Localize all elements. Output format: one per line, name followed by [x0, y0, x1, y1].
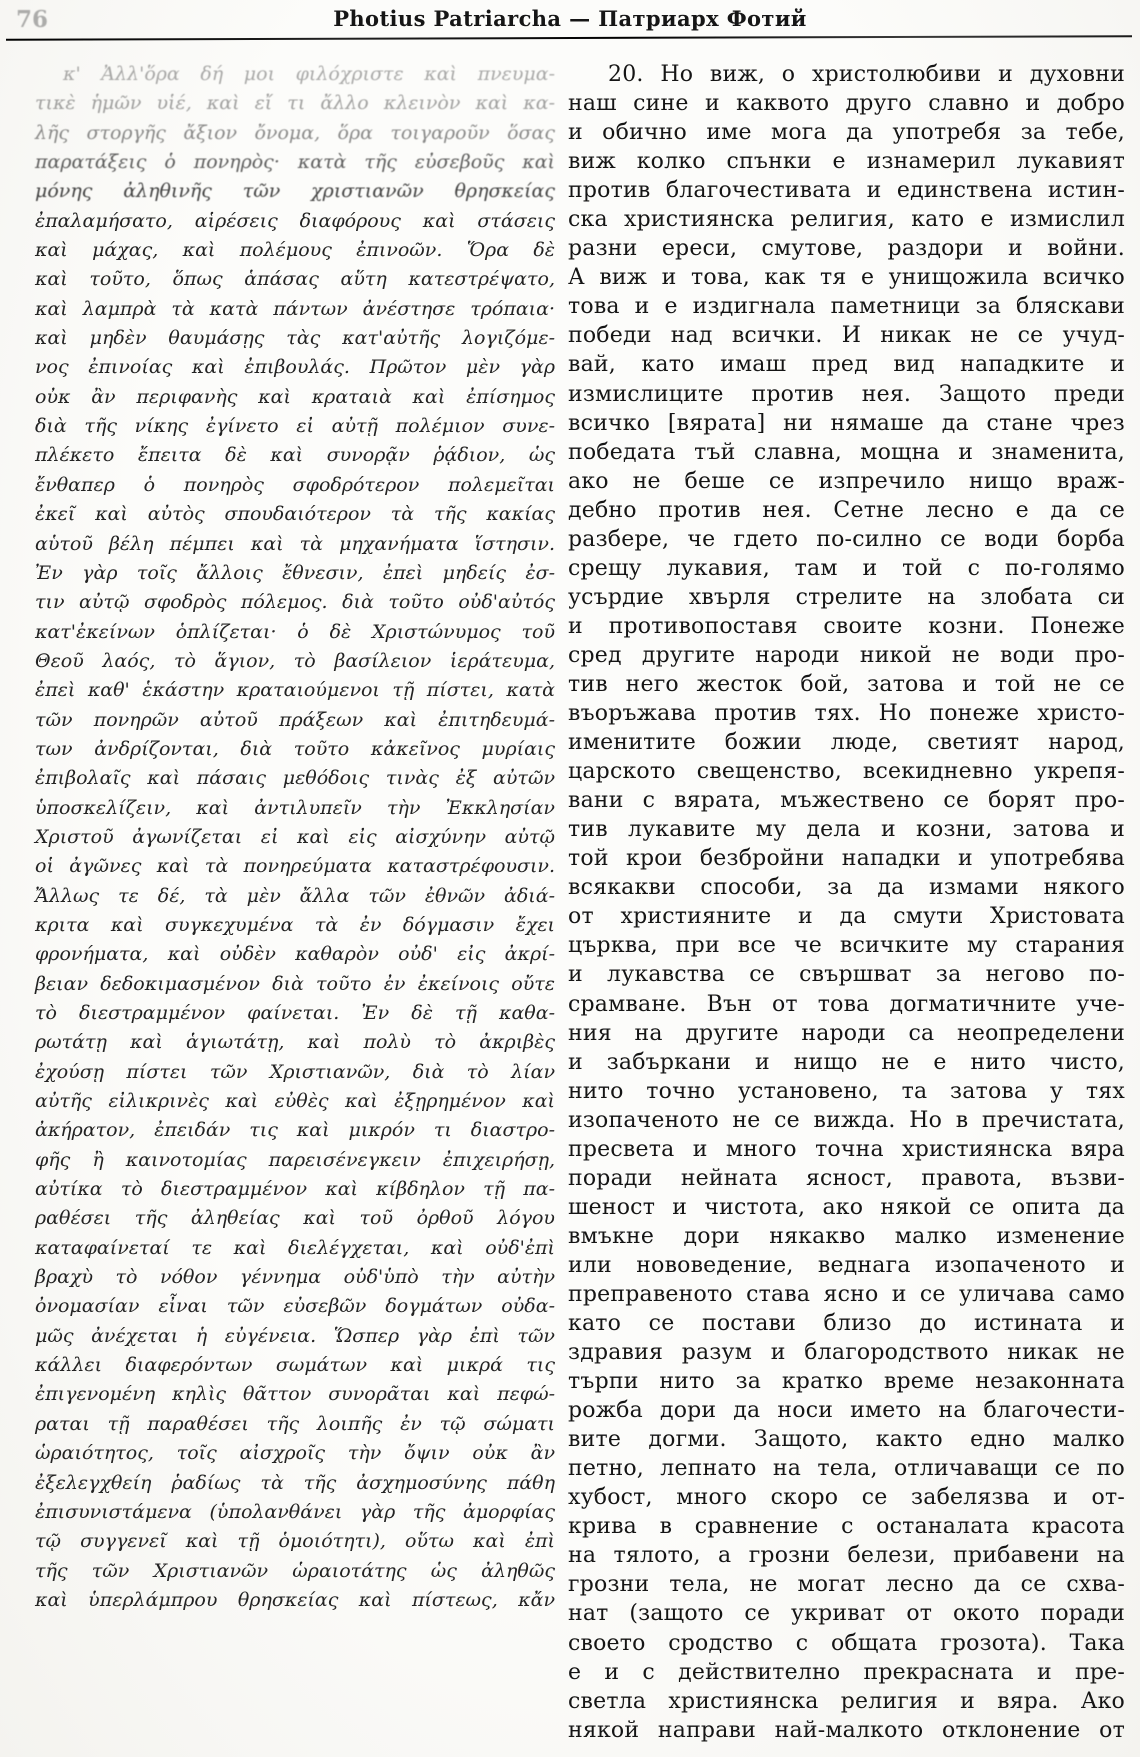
text-line: τῷ συγγενεῖ καὶ τῇ ὁμοιότητι), οὕτω καὶ ἐπὶ — [35, 1530, 555, 1553]
text-line: ἐξελεγχθείη ῥαδίως τὰ τῆς ἀσχημοσύνης πάθη — [35, 1471, 555, 1494]
text-line: вмъкне дори някакво малко изменение — [568, 1223, 1125, 1249]
text-line: ἀκήρατον, ἐπειδάν τις καὶ μικρόν τι διαστρο- — [35, 1119, 555, 1142]
text-line: вани с вярата, мъжествено се борят про- — [568, 788, 1125, 814]
text-line: πλέκετο ἔπειτα δὲ καὶ συνορᾷν ῥᾴδιον, ὡς — [35, 444, 555, 467]
text-line: φῆς ἢ καινοτομίας παρεισένεγκειν ἐπιχειρήσῃ, — [35, 1148, 555, 1171]
text-line: ὡραιότητος, τοῖς αἰσχροῖς τὴν ὄψιν οὐκ ἂν — [35, 1442, 555, 1465]
text-line: пресвета и много точна християнска вяра — [568, 1136, 1125, 1162]
text-line: и забъркани и нищо не е нито чисто, — [568, 1049, 1125, 1075]
text-line: ὑποσκελίζειν, καὶ ἀντιλυπεῖν τὴν Ἐκκλησίαν — [35, 796, 555, 819]
text-line: ραθέσει τῆς ἀληθείας καὶ τοῦ ὀρθοῦ λόγου — [35, 1207, 555, 1230]
text-line: Χριστοῦ ἀγωνίζεται εἰ καὶ εἰς αἰσχύνην αὐτῷ — [35, 825, 555, 848]
text-line: ска християнска религия, като е измислил — [568, 207, 1125, 233]
text-line: ἐπισυνιστάμενα (ὑπολανθάνει γὰρ τῆς ἀμορφίας — [35, 1500, 555, 1523]
text-line: това и е издигнала паметници за бляскави — [568, 294, 1125, 320]
text-line: μῶς ἀνέχεται ἡ εὐγένεια. Ὥσπερ γὰρ ἐπὶ τῶν — [35, 1324, 555, 1347]
text-line: поради нейната ясност, правота, възви- — [568, 1165, 1125, 1191]
text-line: всичко [вярата] ни нямаше да стане чрез — [568, 410, 1125, 436]
text-line: победи над всички. И никак не се учуд- — [568, 323, 1125, 349]
text-line: καὶ λαμπρὰ τὰ κατὰ πάντων ἀνέστησε τρόπαια· — [35, 297, 555, 320]
text-line: нат (защото се укриват от окото поради — [568, 1601, 1125, 1627]
text-line: грозни тела, не могат лесно да се схва- — [568, 1572, 1125, 1598]
text-line: светла християнска религия и вяра. Ако — [568, 1688, 1125, 1714]
text-line: църква, при все че всичките му старания — [568, 933, 1125, 959]
text-line: наш сине и каквото друго славно и добро — [568, 91, 1125, 117]
text-line: преправеното става ясно и се уличава само — [568, 1281, 1125, 1307]
text-line: петно, лепнато на тела, отличаващи се по — [568, 1456, 1125, 1482]
text-line: οὐκ ἂν περιφανὴς καὶ κραταιὰ καὶ ἐπίσημος — [35, 385, 555, 408]
text-line: Ἄλλως τε δέ, τὰ μὲν ἄλλα τῶν ἐθνῶν ἀδιά- — [35, 884, 555, 907]
text-line: здравия разум и благородството никак не — [568, 1340, 1125, 1366]
text-line: νος ἐπινοίας καὶ ἐπιβουλάς. Πρῶτον μὲν γὰρ — [35, 356, 555, 379]
page-number: 76 — [16, 6, 49, 33]
text-line: ἐπεὶ καθ' ἑκάστην κραταιούμενοι τῇ πίστει, κατὰ — [35, 679, 555, 702]
text-line: победата тъй славна, мощна и знаменита, — [568, 439, 1125, 465]
text-line: καὶ μάχας, καὶ πολέμους ἐπινοῶν. Ὅρα δὲ — [35, 239, 555, 262]
text-line: и лукавства се свършват за негово по- — [568, 962, 1125, 988]
text-line: ὀνομασίαν εἶναι τῶν εὐσεβῶν δογμάτων οὐδα- — [35, 1295, 555, 1318]
page-header — [0, 0, 1140, 58]
text-line: ἐπαλαμήσατο, αἱρέσεις διαφόρους καὶ στάσεις — [35, 209, 555, 232]
text-line: ако не беше се изпречило нищо враж- — [568, 468, 1125, 494]
text-line: τὸ διεστραμμένον φαίνεται. Ἐν δὲ τῇ καθα- — [35, 1002, 555, 1024]
text-line: като се постави близо до истината и — [568, 1311, 1125, 1337]
text-line: καὶ μηδὲν θαυμάσῃς τὰς κατ'αὐτῆς λογιζόμε- — [35, 327, 555, 350]
text-line: търпи нито за кратко време незаконната — [568, 1369, 1125, 1395]
text-line: на тялото, а грозни белези, прибавени на — [568, 1543, 1125, 1569]
text-line: κριτα καὶ συγκεχυμένα τὰ ἐν δόγμασιν ἔχει — [35, 913, 555, 936]
text-line: 20. Но виж, о христолюбиви и духовни — [608, 62, 1125, 87]
header-divider — [6, 35, 1132, 41]
text-line: тив него жесток бой, затова и той не се — [568, 671, 1125, 697]
text-line: именитите божии люде, светият народ, — [568, 730, 1125, 756]
text-line: виж колко спънки е изнамерил лукавият — [568, 149, 1125, 175]
two-column-text-body — [35, 60, 1125, 1745]
text-line: κ' Ἀλλ'ὅρα δή μοι φιλόχριστε καὶ πνευμα- — [63, 63, 555, 85]
text-line: ἐπιγενομένη κηλὶς θᾶττον συνορᾶται καὶ πεφώ- — [35, 1383, 555, 1406]
text-line: τιν αὐτῷ σφοδρὸς πόλεμος. διὰ τοῦτο οὐδ'αὐτός — [35, 591, 555, 614]
text-line: хубост, много скоро се забелязва и от- — [568, 1485, 1125, 1511]
text-line: разбере, че гдето по-силно се води борба — [568, 526, 1125, 552]
text-line: въоръжава против тях. Но понеже христо- — [568, 701, 1125, 727]
text-line: μόνης ἀληθινῆς τῶν χριστιανῶν θρησκείας — [35, 180, 555, 203]
text-line: рожба дори да носи името на благочести- — [568, 1398, 1125, 1424]
text-line: и противопоставя своите козни. Понеже — [568, 613, 1125, 639]
text-line: ἐχούσῃ πίστει τῶν Χριστιανῶν, διὰ τὸ λίαν — [35, 1060, 555, 1083]
text-line: καὶ ὑπερλάμπρου θρησκείας καὶ πίστεως, κἄν — [35, 1588, 555, 1611]
text-line: των ἀνδρίζονται, διὰ τοῦτο κἀκεῖνος μυρίαις — [35, 737, 555, 760]
text-line: οἱ ἀγῶνες καὶ τὰ πονηρεύματα καταστρέφουσιν. — [35, 855, 555, 878]
text-line: или нововедение, веднага изопаченото и — [568, 1252, 1125, 1278]
text-line: ἐπιβολαῖς καὶ πάσαις μεθόδοις τινὰς ἐξ αὐτῶν — [35, 767, 555, 790]
text-line: дебно против нея. Сетне лесно е да се — [568, 497, 1125, 523]
text-line: крива в сравнение с останалата красота — [568, 1514, 1125, 1540]
text-line: ρωτάτῃ καὶ ἁγιωτάτῃ, καὶ πολὺ τὸ ἀκριβὲς — [35, 1031, 555, 1054]
text-line: нито точно установено, та затова у тях — [568, 1078, 1125, 1104]
text-line: τῶν πονηρῶν αὐτοῦ πράξεων καὶ ἐπιτηδευμά- — [35, 708, 555, 731]
text-line: изопаченото не се вижда. Но в пречистата, — [568, 1107, 1125, 1133]
text-line: срамване. Вън от това догматичните уче- — [568, 991, 1125, 1017]
text-line: той крои безбройни нападки и употребява — [568, 846, 1125, 872]
text-line: сред другите народи никой не води про- — [568, 642, 1125, 668]
text-line: от християните и да смути Христовата — [568, 904, 1125, 930]
running-title: Photius Patriarcha — Патриарх Фотий — [333, 6, 807, 31]
text-line: тив лукавите му дела и козни, затова и — [568, 817, 1125, 843]
text-line: вай, като имаш пред вид нападките и — [568, 352, 1125, 378]
text-line: τικὲ ἡμῶν υἱέ, καὶ εἴ τι ἄλλο κλεινὸν καὶ κα- — [35, 92, 555, 115]
bulgarian-column — [568, 60, 1125, 1745]
text-line: ния на другите народи са неопределени — [568, 1020, 1125, 1046]
text-line: ἐκεῖ καὶ αὐτὸς σπουδαιότερον τὰ τῆς κακίας — [35, 503, 555, 526]
text-line: καὶ τοῦτο, ὅπως ἁπάσας αὕτη κατεστρέψατο, — [35, 268, 555, 291]
text-line: αὑτοῦ βέλη πέμπει καὶ τὰ μηχανήματα ἵστησιν. — [35, 532, 555, 555]
text-line: измислиците против нея. Защото преди — [568, 381, 1125, 407]
text-line: някой направи най-малкото отклонение от — [568, 1717, 1125, 1743]
text-line: κάλλει διαφερόντων σωμάτων καὶ μικρά τις — [35, 1354, 555, 1377]
text-line: своето сродство с общата грозота). Така — [568, 1630, 1125, 1656]
text-line: αὐτῆς εἰλικρινὲς καὶ εὐθὲς καὶ ἐξῃρημένον καὶ — [35, 1090, 555, 1113]
text-line: царското свещенство, всекидневно укрепя- — [568, 759, 1125, 785]
text-line: разни ереси, смутове, раздори и войни. — [568, 236, 1125, 262]
text-line: παρατάξεις ὁ πονηρὸς· κατὰ τῆς εὐσεβοῦς καὶ — [35, 151, 555, 174]
text-line: ραται τῇ παραθέσει τῆς λοιπῆς ἐν τῷ σώματι — [35, 1412, 555, 1435]
text-line: καταφαίνεταί τε καὶ διελέγχεται, καὶ οὐδ'ἐπὶ — [35, 1236, 555, 1259]
text-line: против благочестивата и единствена истин- — [568, 178, 1125, 204]
text-line: шеност и чистота, ако някой се опита да — [568, 1194, 1125, 1220]
text-line: Θεοῦ λαός, τὸ ἅγιον, τὸ βασίλειον ἱεράτευμα, — [35, 649, 555, 672]
greek-column — [35, 60, 555, 1745]
text-line: βειαν δεδοκιμασμένον διὰ τοῦτο ἐν ἐκείνοις οὔτε — [35, 972, 555, 995]
text-line: ἔνθαπερ ὁ πονηρὸς σφοδρότερον πολεμεῖται — [35, 473, 555, 496]
text-line: κατ'ἐκείνων ὁπλίζεται· ὁ δὲ Χριστώνυμος τοῦ — [35, 620, 555, 643]
text-line: τῆς τῶν Χριστιανῶν ὡραιοτάτης ὡς ἀληθῶς — [35, 1559, 555, 1582]
text-line: διὰ τῆς νίκης ἐγίνετο εἰ αὐτῇ πολέμιον συνε- — [35, 415, 555, 438]
text-line: усърдие хвърля стрелите на злобата си — [568, 584, 1125, 610]
text-line: αὐτίκα τὸ διεστραμμένον καὶ κίβδηλον τῇ πα- — [35, 1178, 555, 1201]
text-line: Ἐν γὰρ τοῖς ἄλλοις ἔθνεσιν, ἐπεὶ μηδείς ἐσ- — [35, 561, 555, 584]
text-line: срещу лукавия, там и той с по-голямо — [568, 555, 1125, 581]
text-line: и обично име мога да употребя за тебе, — [568, 120, 1125, 146]
text-line: е и с действително прекрасната и пре- — [568, 1659, 1125, 1685]
text-line: φρονήματα, καὶ οὐδὲν καθαρὸν οὐδ' εἰς ἀκρί- — [35, 943, 555, 966]
text-line: всякакви способи, за да измами някого — [568, 875, 1125, 901]
text-line: λῆς στοργῆς ἄξιον ὄνομα, ὅρα τοιγαροῦν ὅσας — [35, 121, 555, 144]
text-line: βραχὺ τὸ νόθον γέννημα οὐδ'ὑπὸ τὴν αὐτὴν — [35, 1266, 555, 1289]
text-line: вите догми. Защото, както едно малко — [568, 1427, 1125, 1453]
text-line: А виж и това, как тя е унищожила всичко — [568, 265, 1125, 291]
